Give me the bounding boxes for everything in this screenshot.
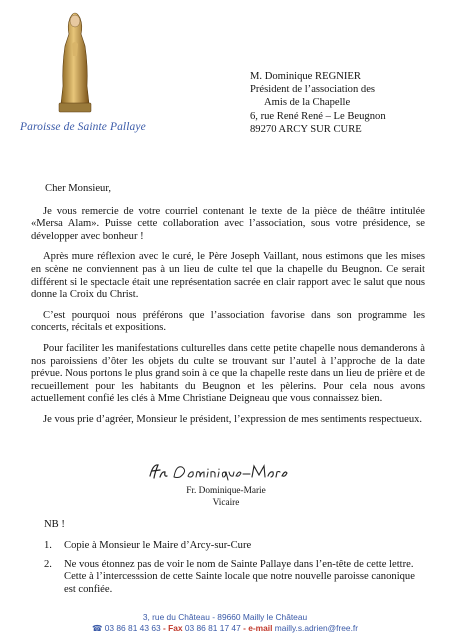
footer-address: 3, rue du Château - 89660 Mailly le Château	[142, 612, 308, 622]
footer-email-label: - e-mail	[243, 623, 273, 633]
footer-contact	[0, 623, 450, 634]
footer-email: mailly.s.adrien@free.fr	[274, 623, 359, 633]
recipient-line: M. Dominique REGNIER	[250, 71, 361, 82]
paragraph: Pour faciliter les manifestations culturelles dans cette petite chapelle nous demanderons à nos paroissiens d’ôter les objets du culte se trouvant sur l’autel à l’approche de la date prévue. Nous portons le plus grand soin à ce que la chapelle reste dans un lieu de prière et de recueillement pour les habitants du Beugnon et les pèlerins. Pour cela nous avons actuellement confié les clés à Mme Christiane Deigneau que vous connaissez bien.	[31, 342, 425, 405]
signatory	[176, 486, 276, 509]
recipient-line: 6, rue René René – Le Beugnon	[250, 110, 386, 122]
handwritten-signature	[146, 460, 306, 482]
signatory-title: Vicaire	[212, 497, 240, 508]
list-number: 2.	[44, 558, 52, 570]
list-item	[44, 540, 427, 553]
footer-tel: 03 86 81 43 63	[104, 623, 161, 633]
footer-fax-label: - Fax	[162, 623, 183, 633]
list-text: Copie à Monsieur le Maire d’Arcy-sur-Cure	[64, 540, 252, 551]
recipient-line: Président de l’association des	[250, 84, 376, 96]
recipient-address	[250, 70, 386, 136]
paragraph: C’est pourquoi nous préférons que l’association favorise dans son programme les concerts, récitals et expositions.	[31, 309, 425, 334]
list-item	[44, 559, 427, 597]
signatory-name: Fr. Dominique-Marie	[186, 486, 266, 496]
list-text: Ne vous étonnez pas de voir le nom de Sainte Pallaye dans l’en-tête de cette lettre. Cette à l’intercesssion de cette Sainte locale que notre nouvelle paroisse canonique est confiée.	[64, 558, 415, 595]
letter-body	[31, 183, 425, 435]
paragraph: Après mure réflexion avec le curé, le Père Joseph Vaillant, nous estimons que les mises en scène ne conviennent pas à un lieu de culte tel que la chapelle du Beugnon. Ce serait différent si le spectacle était une représentation sacrée en clair rapport avec le salut que nous donne la Croix du Christ.	[31, 251, 425, 301]
recipient-line: Amis de la Chapelle	[264, 97, 351, 109]
saint-statue-icon	[52, 6, 98, 114]
recipient-line: 89270 ARCY SUR CURE	[250, 123, 362, 135]
salutation: Cher Monsieur,	[45, 183, 112, 194]
letterhead-footer	[0, 612, 450, 634]
phone-icon: ☎	[91, 623, 103, 633]
paragraph: Je vous remercie de votre courriel contenant le texte de la pièce de théâtre intitulée «Mersa Alam». Puisse cette collaboration avec l’association, sous votre présidence, se développer avec bonheur !	[31, 205, 425, 242]
footer-fax: 03 86 81 17 47	[184, 623, 241, 633]
parish-name: Paroisse de Sainte Pallaye	[20, 121, 146, 133]
nb-label: NB !	[44, 519, 65, 530]
list-number: 1.	[44, 540, 52, 551]
nb-list	[44, 540, 427, 602]
paragraph: Je vous prie d’agréer, Monsieur le président, l’expression de mes sentiments respectueux.	[43, 413, 423, 425]
